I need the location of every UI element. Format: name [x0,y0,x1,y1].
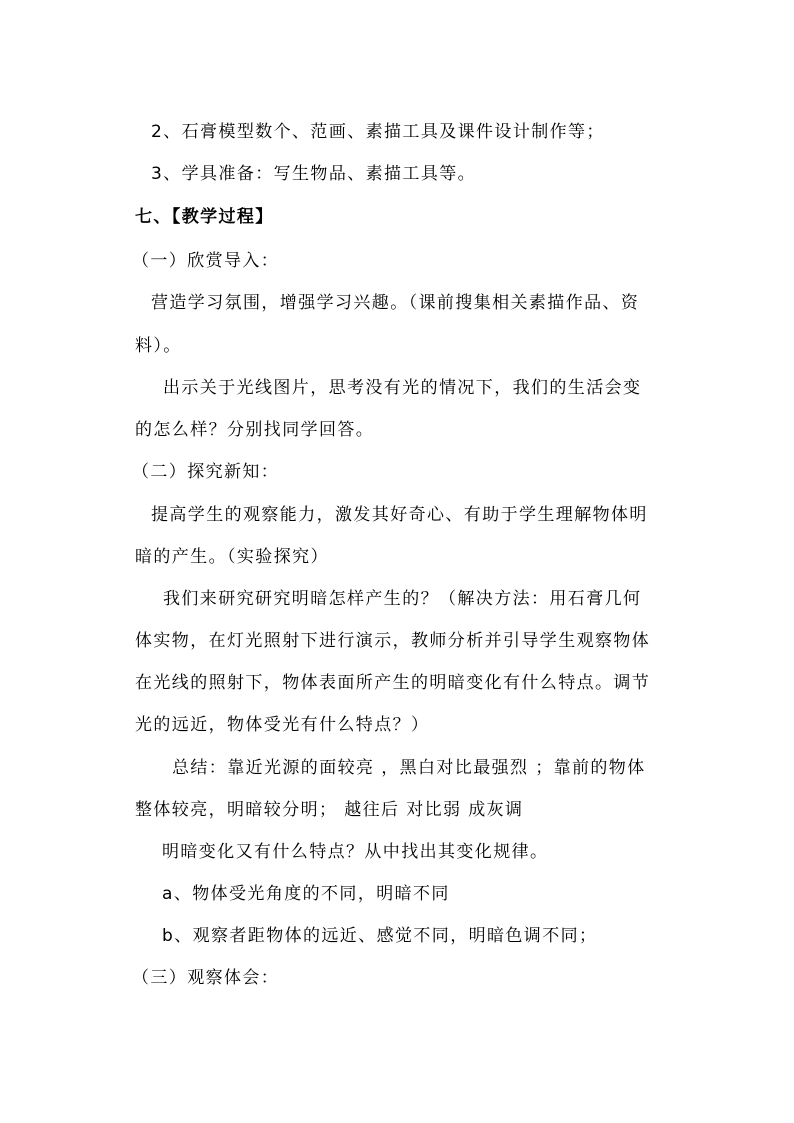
paragraph-line: 的怎么样？分别找同学回答。 [135,420,375,440]
list-item-a: a、物体受光角度的不同，明暗不同 [162,884,450,904]
summary-line: 整体较亮，明暗较分明； 越往后 对比弱 成灰调 [135,800,524,820]
paragraph-line: 光的远近，物体受光有什么特点？） [135,715,430,735]
paragraph-line: 明暗变化又有什么特点？从中找出其变化规律。 [162,842,549,862]
subsection-heading-2: （二）探究新知： [132,462,280,482]
summary-line: 总结：靠近光源的面较亮 ，黑白对比最强烈 ；靠前的物体 [172,758,646,778]
section-heading: 七、【教学过程】 [135,207,274,227]
paragraph-line: 暗的产生。（实验探究） [135,547,329,567]
paragraph-line: 料）。 [135,336,182,356]
list-item-b: b、观察者距物体的远近、感觉不同，明暗色调不同； [162,926,598,946]
paragraph-line: 出示关于光线图片，思考没有光的情况下，我们的生活会变 [163,378,642,398]
text-line-materials-2: 2、石膏模型数个、范画、素描工具及课件设计制作等； [151,122,605,142]
paragraph-line: 营造学习氛围，增强学习兴趣。（课前搜集相关素描作品、资 [151,293,640,313]
text-line-materials-3: 3、学具准备：写生物品、素描工具等。 [151,164,477,184]
paragraph-line: 在光线的照射下，物体表面所产生的明暗变化有什么特点。调节 [135,673,651,693]
paragraph-line: 提高学生的观察能力，激发其好奇心、有助于学生理解物体明 [151,505,648,525]
paragraph-line: 我们来研究研究明暗怎样产生的？（解决方法：用石膏几何 [163,589,642,609]
subsection-heading-3: （三）观察体会： [132,968,280,988]
subsection-heading-1: （一）欣赏导入： [132,251,280,271]
paragraph-line: 体实物，在灯光照射下进行演示，教师分析并引导学生观察物体 [135,631,651,651]
